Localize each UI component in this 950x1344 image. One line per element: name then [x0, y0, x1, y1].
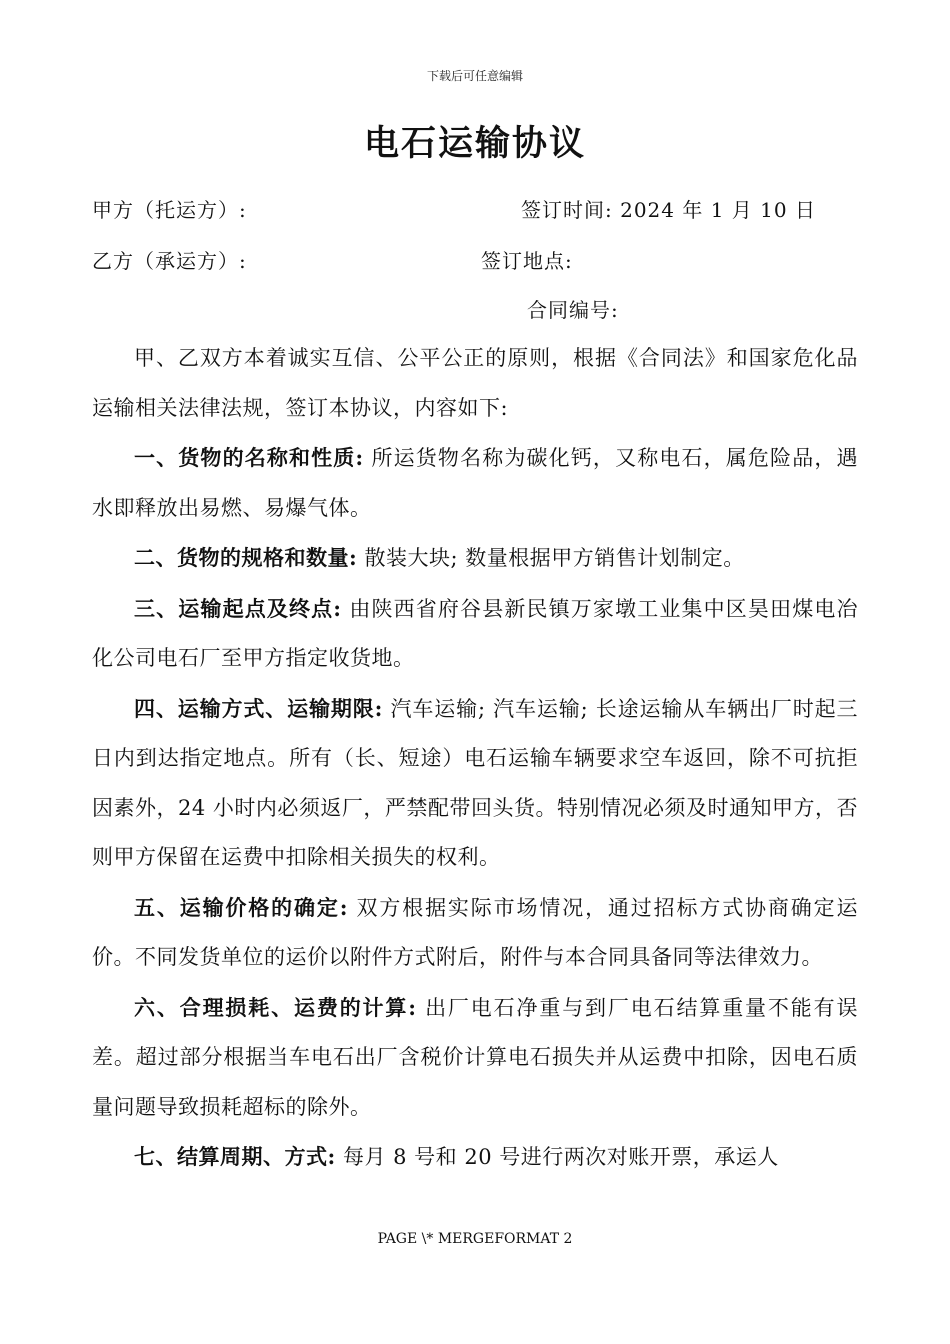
header-note: 下载后可任意编辑: [426, 69, 523, 83]
clause-text: 由陕西省府谷县新民镇万家墩工业集中区昊田煤电冶化公司电石厂至甲方指定收货地。: [92, 596, 858, 670]
clause-text: 每月 8 号和 20 号进行两次对账开票，承运人: [335, 1145, 779, 1169]
clause-heading: 一、货物的名称和性质:: [134, 445, 364, 470]
clause-goods-spec: [92, 533, 858, 584]
clause-heading: 四、运输方式、运输期限:: [134, 695, 383, 721]
clause-text: 散装大块; 数量根据甲方销售计划制定。: [357, 546, 745, 570]
page-footer: PAGE \* MERGEFORMAT 2: [377, 1231, 573, 1247]
clause-text: 甲、乙双方本着诚实互信、公平公正的原则，根据《合同法》和国家危化品运输相关法律法规，签订本协议，内容如下:: [92, 346, 858, 420]
clause-goods-nature: [92, 433, 858, 533]
clause-heading: 二、货物的规格和数量:: [134, 545, 358, 570]
clause-loss-calculation: [92, 983, 858, 1133]
clause-text: 出厂电石净重与到厂电石结算重量不能有误差。超过部分根据当车电石出厂含税价计算电石损失并从运费中扣除，因电石质量问题导致损耗超标的除外。: [92, 995, 858, 1119]
clause-heading: 六、合理损耗、运费的计算:: [134, 994, 417, 1020]
sign-place-label: 签订地点:: [481, 249, 573, 273]
clause-heading: 七、结算周期、方式:: [134, 1144, 336, 1169]
clause-pricing: [92, 883, 858, 983]
contract-number-label: 合同编号:: [527, 298, 619, 322]
clause-heading: 五、运输价格的确定:: [134, 894, 348, 920]
clause-route: [92, 584, 858, 684]
intro-paragraph: [92, 333, 858, 433]
clause-transport-mode: [92, 684, 858, 883]
clause-text: 汽车运输; 汽车运输; 长途运输从车辆出厂时起三日内到达指定地点。所有（长、短途）电石运输车辆要求空车返回，除不可抗拒因素外，24 小时内必须返厂，严禁配带回头货。特别情况必须及时通知甲方，否则甲方保留在运费中扣除相关损失的权利。: [92, 696, 858, 869]
clause-text: 双方根据实际市场情况，通过招标方式协商确定运价。不同发货单位的运价以附件方式附后，附件与本合同具备同等法律效力。: [92, 895, 858, 969]
party-b-label: 乙方（承运方）:: [92, 249, 247, 273]
party-a-label: 甲方（托运方）:: [92, 198, 247, 222]
clause-text: 所运货物名称为碳化钙，又称电石，属危险品，遇水即释放出易燃、易爆气体。: [92, 446, 858, 520]
page-title: 电石运输协议: [363, 123, 586, 164]
clause-heading: 三、运输起点及终点:: [134, 595, 342, 621]
sign-date: 签订时间: 2024 年 1 月 10 日: [521, 198, 816, 222]
clause-settlement: [92, 1132, 858, 1183]
contract-body: [92, 333, 858, 1183]
